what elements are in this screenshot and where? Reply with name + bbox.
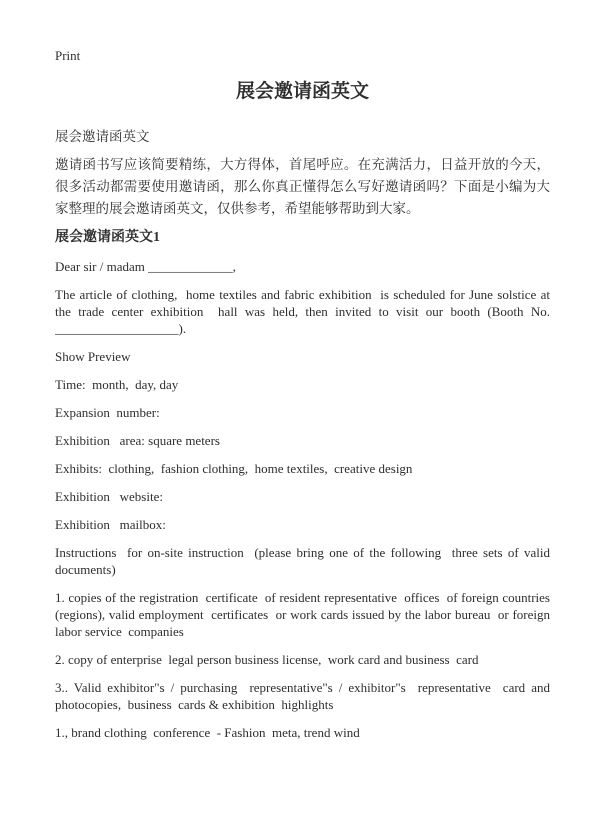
paragraph-show-preview: Show Preview <box>55 349 131 364</box>
paragraph-brand-conference: 1., brand clothing conference - Fashion meta, trend wind <box>55 725 360 740</box>
page-title: 展会邀请函英文 <box>235 81 369 102</box>
paragraph-exhibition-mailbox: Exhibition mailbox: <box>55 517 166 532</box>
section-heading: 展会邀请函英文1 <box>55 230 160 245</box>
paragraph-instructions: Instructions for on-site instruction (please bring one of the following three sets of valid documents) <box>55 545 554 577</box>
paragraph-documents-option-1: 1. copies of the registration certificate of resident representative offices of foreign countries (regions), valid employment certificates or work cards issued by the labor bureau or foreign labor service companies <box>55 590 557 639</box>
paragraph-invitation-body: The article of clothing, home textiles and fabric exhibition is scheduled for June solstice at the trade center exhibition hall was held, then invited to visit our booth (Booth No. ___________________). <box>55 287 554 336</box>
paragraph-expansion-number: Expansion number: <box>55 405 160 420</box>
print-button[interactable]: Print <box>55 48 81 63</box>
paragraph-exhibition-website: Exhibition website: <box>55 489 163 504</box>
paragraph-documents-option-3: 3.. Valid exhibitor"s / purchasing representative"s / exhibitor"s representative card and photocopies, business cards & exhibition highlights <box>55 680 554 712</box>
intro-paragraph: 邀请函书写应该简要精练，大方得体，首尾呼应。在充满活力，日益开放的今天，很多活动都需要使用邀请函，那么你真正懂得怎么写好邀请函吗？下面是小编为大家整理的展会邀请函英文，仅供参考，希望能够帮助到大家。 <box>55 157 550 216</box>
document-subtitle: 展会邀请函英文 <box>55 129 150 144</box>
paragraph-exhibition-area: Exhibition area: square meters <box>55 433 220 448</box>
paragraph-exhibits: Exhibits: clothing, fashion clothing, home textiles, creative design <box>55 461 413 476</box>
paragraph-documents-option-2: 2. copy of enterprise legal person business license, work card and business card <box>55 652 479 667</box>
paragraph-time: Time: month, day, day <box>55 377 179 392</box>
paragraph-salutation: Dear sir / madam _____________, <box>55 259 236 274</box>
